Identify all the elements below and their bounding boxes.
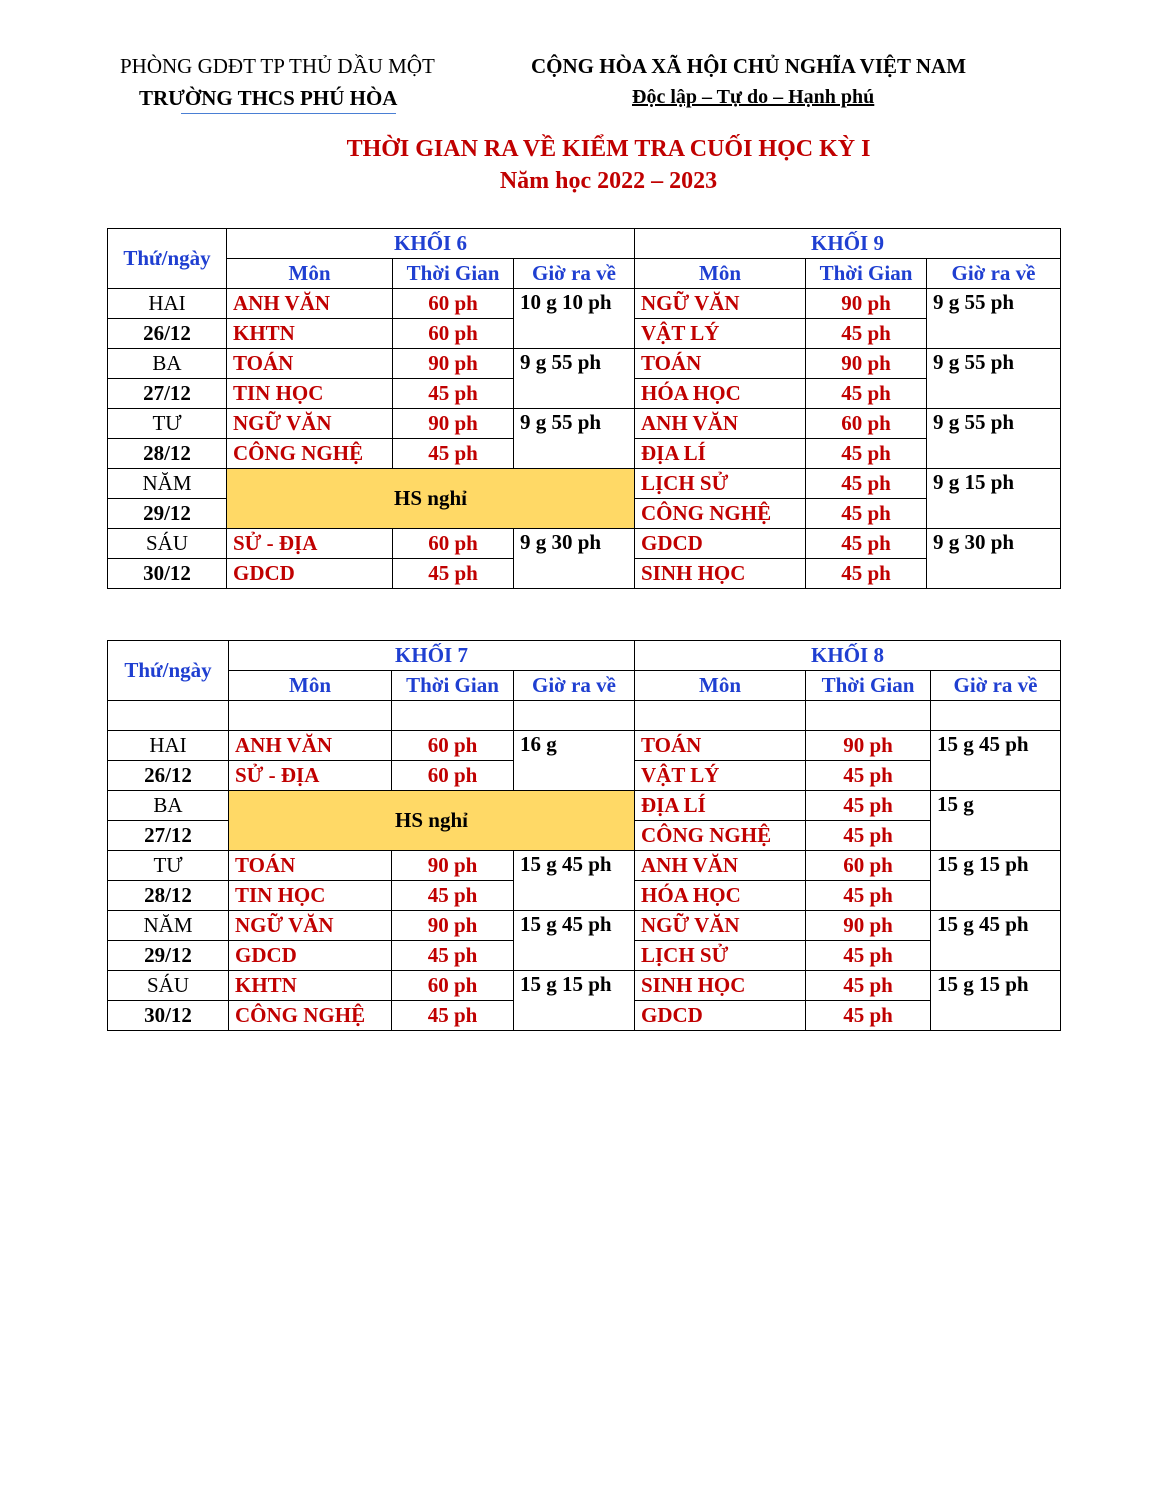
duration-cell: 45 ph	[806, 971, 931, 1001]
duration-cell: 90 ph	[392, 851, 514, 881]
duration-cell: 90 ph	[392, 911, 514, 941]
return-time-cell: 15 g	[931, 791, 1061, 851]
subject-cell: HÓA HỌC	[635, 881, 806, 911]
duration-cell: 90 ph	[393, 349, 514, 379]
date-cell: 29/12	[108, 499, 227, 529]
return-time-cell: 9 g 55 ph	[514, 349, 635, 409]
col-header-subject: Môn	[229, 671, 392, 701]
subject-cell: TOÁN	[635, 349, 806, 379]
weekday-cell: TƯ	[108, 409, 227, 439]
return-time-cell: 15 g 15 ph	[931, 971, 1061, 1031]
empty-cell	[392, 701, 514, 731]
col-header-duration: Thời Gian	[393, 259, 514, 289]
table-row	[108, 971, 1061, 1001]
date-cell: 26/12	[108, 761, 229, 791]
empty-cell	[108, 701, 229, 731]
table-subheader-row	[108, 259, 1061, 289]
duration-cell: 45 ph	[806, 761, 931, 791]
duration-cell: 60 ph	[393, 529, 514, 559]
group-header-left: KHỐI 7	[229, 641, 635, 671]
subject-cell: TIN HỌC	[229, 881, 392, 911]
duration-cell: 45 ph	[392, 941, 514, 971]
subject-cell: GDCD	[635, 529, 806, 559]
duration-cell: 45 ph	[806, 529, 927, 559]
subject-cell: CÔNG NGHỆ	[635, 821, 806, 851]
subject-cell: ANH VĂN	[635, 851, 806, 881]
subject-cell: TOÁN	[635, 731, 806, 761]
group-header-left: KHỐI 6	[227, 229, 635, 259]
page-title: THỜI GIAN RA VỀ KIỂM TRA CUỐI HỌC KỲ I	[346, 136, 871, 162]
subject-cell: GDCD	[227, 559, 393, 589]
date-cell: 27/12	[108, 379, 227, 409]
duration-cell: 90 ph	[806, 731, 931, 761]
weekday-cell: BA	[108, 791, 229, 821]
col-header-subject: Môn	[635, 671, 806, 701]
weekday-cell: SÁU	[108, 971, 229, 1001]
col-header-duration: Thời Gian	[806, 259, 927, 289]
rest-day-cell: HS nghỉ	[227, 469, 635, 529]
subject-cell: NGỮ VĂN	[229, 911, 392, 941]
national-motto: Độc lập – Tự do – Hạnh phú	[632, 86, 875, 108]
subject-cell: KHTN	[227, 319, 393, 349]
return-time-cell: 9 g 30 ph	[927, 529, 1061, 589]
subject-cell: LỊCH SỬ	[635, 941, 806, 971]
empty-cell	[931, 701, 1061, 731]
table-row	[108, 791, 1061, 821]
duration-cell: 45 ph	[806, 319, 927, 349]
subject-cell: NGỮ VĂN	[635, 911, 806, 941]
duration-cell: 45 ph	[393, 439, 514, 469]
duration-cell: 45 ph	[806, 1001, 931, 1031]
table-row	[108, 469, 1061, 499]
group-header-right: KHỐI 9	[635, 229, 1061, 259]
table-row	[108, 409, 1061, 439]
subject-cell: NGỮ VĂN	[635, 289, 806, 319]
schedule-table-khoi-7-8	[107, 640, 1061, 1031]
return-time-cell: 15 g 45 ph	[931, 911, 1061, 971]
empty-cell	[229, 701, 392, 731]
duration-cell: 45 ph	[806, 821, 931, 851]
subject-cell: HÓA HỌC	[635, 379, 806, 409]
duration-cell: 45 ph	[806, 881, 931, 911]
col-header-duration: Thời Gian	[392, 671, 514, 701]
duration-cell: 60 ph	[393, 319, 514, 349]
subject-cell: ĐỊA LÍ	[635, 439, 806, 469]
date-cell: 28/12	[108, 439, 227, 469]
duration-cell: 45 ph	[392, 1001, 514, 1031]
date-cell: 27/12	[108, 821, 229, 851]
col-header-return: Giờ ra về	[514, 671, 635, 701]
return-time-cell: 10 g 10 ph	[514, 289, 635, 349]
school-name: TRƯỜNG THCS PHÚ HÒA	[139, 86, 398, 110]
duration-cell: 45 ph	[806, 559, 927, 589]
weekday-cell: HAI	[108, 731, 229, 761]
empty-cell	[514, 701, 635, 731]
duration-cell: 60 ph	[393, 289, 514, 319]
duration-cell: 60 ph	[806, 851, 931, 881]
subject-cell: VẬT LÝ	[635, 761, 806, 791]
schedule-table-khoi-6-9	[107, 228, 1061, 589]
subject-cell: CÔNG NGHỆ	[635, 499, 806, 529]
subject-cell: GDCD	[635, 1001, 806, 1031]
subject-cell: ANH VĂN	[635, 409, 806, 439]
duration-cell: 60 ph	[392, 971, 514, 1001]
duration-cell: 90 ph	[806, 911, 931, 941]
group-header-right: KHỐI 8	[635, 641, 1061, 671]
col-header-return: Giờ ra về	[931, 671, 1061, 701]
school-name-underline	[181, 113, 396, 114]
date-cell: 26/12	[108, 319, 227, 349]
duration-cell: 60 ph	[806, 409, 927, 439]
weekday-cell: TƯ	[108, 851, 229, 881]
subject-cell: KHTN	[229, 971, 392, 1001]
return-time-cell: 15 g 15 ph	[931, 851, 1061, 911]
col-header-subject: Môn	[635, 259, 806, 289]
return-time-cell: 15 g 15 ph	[514, 971, 635, 1031]
table-row	[108, 731, 1061, 761]
col-header-subject: Môn	[227, 259, 393, 289]
subject-cell: ĐỊA LÍ	[635, 791, 806, 821]
date-cell: 29/12	[108, 941, 229, 971]
subject-cell: SINH HỌC	[635, 559, 806, 589]
col-header-day: Thứ/ngày	[108, 641, 229, 701]
return-time-cell: 9 g 30 ph	[514, 529, 635, 589]
return-time-cell: 9 g 55 ph	[927, 349, 1061, 409]
return-time-cell: 16 g	[514, 731, 635, 791]
table-row	[108, 529, 1061, 559]
table-header-row	[108, 229, 1061, 259]
return-time-cell: 9 g 55 ph	[927, 289, 1061, 349]
duration-cell: 45 ph	[806, 499, 927, 529]
weekday-cell: NĂM	[108, 469, 227, 499]
subject-cell: NGỮ VĂN	[227, 409, 393, 439]
table-subheader-row	[108, 671, 1061, 701]
subject-cell: ANH VĂN	[229, 731, 392, 761]
subject-cell: CÔNG NGHỆ	[229, 1001, 392, 1031]
weekday-cell: BA	[108, 349, 227, 379]
col-header-duration: Thời Gian	[806, 671, 931, 701]
duration-cell: 45 ph	[806, 791, 931, 821]
subject-cell: SỬ - ĐỊA	[229, 761, 392, 791]
date-cell: 28/12	[108, 881, 229, 911]
weekday-cell: NĂM	[108, 911, 229, 941]
duration-cell: 45 ph	[806, 439, 927, 469]
return-time-cell: 9 g 55 ph	[927, 409, 1061, 469]
col-header-return: Giờ ra về	[514, 259, 635, 289]
duration-cell: 45 ph	[393, 559, 514, 589]
table-row	[108, 289, 1061, 319]
duration-cell: 45 ph	[806, 469, 927, 499]
duration-cell: 45 ph	[392, 881, 514, 911]
table-row	[108, 349, 1061, 379]
subject-cell: SINH HỌC	[635, 971, 806, 1001]
col-header-return: Giờ ra về	[927, 259, 1061, 289]
table-row	[108, 911, 1061, 941]
duration-cell: 45 ph	[393, 379, 514, 409]
return-time-cell: 9 g 15 ph	[927, 469, 1061, 529]
empty-cell	[635, 701, 806, 731]
table-header-row	[108, 641, 1061, 671]
subject-cell: SỬ - ĐỊA	[227, 529, 393, 559]
duration-cell: 90 ph	[393, 409, 514, 439]
subject-cell: TOÁN	[229, 851, 392, 881]
duration-cell: 60 ph	[392, 731, 514, 761]
school-year: Năm học 2022 – 2023	[499, 168, 718, 194]
subject-cell: VẬT LÝ	[635, 319, 806, 349]
duration-cell: 45 ph	[806, 379, 927, 409]
return-time-cell: 15 g 45 ph	[931, 731, 1061, 791]
empty-cell	[806, 701, 931, 731]
department-name: PHÒNG GDĐT TP THỦ DẦU MỘT	[120, 54, 435, 78]
subject-cell: TOÁN	[227, 349, 393, 379]
subject-cell: CÔNG NGHỆ	[227, 439, 393, 469]
duration-cell: 90 ph	[806, 349, 927, 379]
date-cell: 30/12	[108, 1001, 229, 1031]
subject-cell: ANH VĂN	[227, 289, 393, 319]
duration-cell: 60 ph	[392, 761, 514, 791]
subject-cell: TIN HỌC	[227, 379, 393, 409]
duration-cell: 90 ph	[806, 289, 927, 319]
rest-day-cell: HS nghỉ	[229, 791, 635, 851]
subject-cell: LỊCH SỬ	[635, 469, 806, 499]
empty-row	[108, 701, 1061, 731]
table-row	[108, 851, 1061, 881]
col-header-day: Thứ/ngày	[108, 229, 227, 289]
weekday-cell: SÁU	[108, 529, 227, 559]
duration-cell: 45 ph	[806, 941, 931, 971]
return-time-cell: 15 g 45 ph	[514, 911, 635, 971]
return-time-cell: 15 g 45 ph	[514, 851, 635, 911]
subject-cell: GDCD	[229, 941, 392, 971]
date-cell: 30/12	[108, 559, 227, 589]
weekday-cell: HAI	[108, 289, 227, 319]
return-time-cell: 9 g 55 ph	[514, 409, 635, 469]
national-title: CỘNG HÒA XÃ HỘI CHỦ NGHĨA VIỆT NAM	[531, 54, 967, 78]
